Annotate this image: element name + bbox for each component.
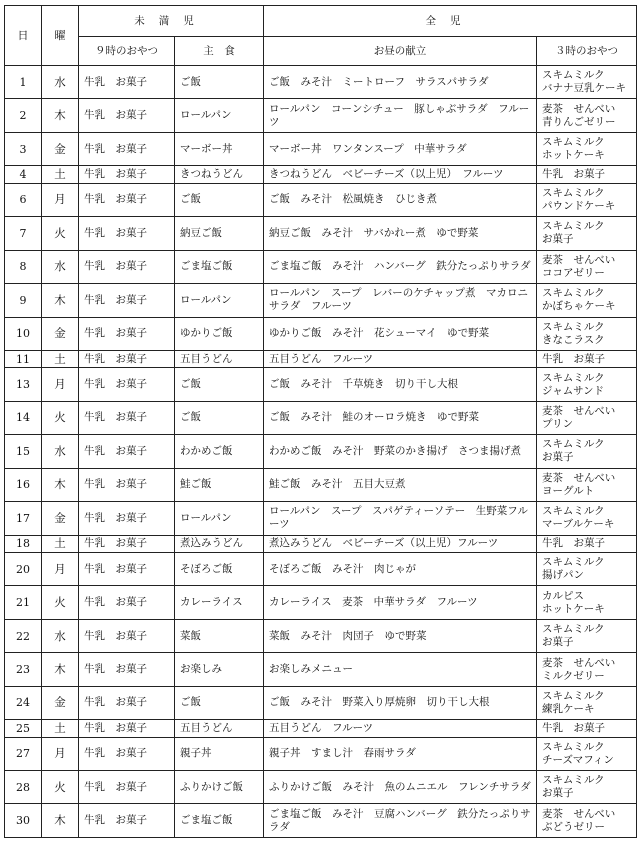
lunch-cell: 親子丼 すまし汁 春雨サラダ [264,737,537,770]
lunch-cell: ごま塩ご飯 みそ汁 豆腐ハンバーグ 鉄分たっぷりサラダ [264,804,537,838]
monthly-menu-table [4,5,637,838]
main-dish-cell: ロールパン [175,502,264,535]
am-snack-cell: 牛乳 お菓子 [79,166,175,183]
am-snack-cell: 牛乳 お菓子 [79,132,175,165]
pm-snack-cell: スキムミルク お菓子 [537,435,637,468]
header-day: 日 [5,6,42,66]
weekday-cell: 水 [42,619,79,652]
am-snack-cell: 牛乳 お菓子 [79,804,175,838]
am-snack-cell: 牛乳 お菓子 [79,619,175,652]
lunch-cell: お楽しみメニュー [264,653,537,686]
table-row [5,586,637,619]
am-snack-cell: 牛乳 お菓子 [79,317,175,350]
main-dish-cell: ふりかけご飯 [175,770,264,803]
main-dish-cell: マーボー丼 [175,132,264,165]
am-snack-cell: 牛乳 お菓子 [79,350,175,367]
lunch-cell: わかめご飯 みそ汁 野菜のかき揚げ さつま揚げ煮 [264,435,537,468]
pm-snack-cell: 麦茶 せんべい 青りんごゼリー [537,99,637,132]
weekday-cell: 金 [42,317,79,350]
am-snack-cell: 牛乳 お菓子 [79,99,175,132]
pm-snack-cell: スキムミルク 練乳ケーキ [537,686,637,719]
day-cell: 7 [5,217,42,250]
lunch-cell: 納豆ご飯 みそ汁 サバかれー煮 ゆで野菜 [264,217,537,250]
day-cell: 10 [5,317,42,350]
day-cell: 24 [5,686,42,719]
header-group-all: 全児 [264,6,637,37]
pm-snack-cell: スキムミルク ジャムサンド [537,368,637,401]
am-snack-cell: 牛乳 お菓子 [79,653,175,686]
pm-snack-cell: 麦茶 せんべい プリン [537,401,637,434]
pm-snack-cell: 牛乳 お菓子 [537,720,637,737]
weekday-cell: 火 [42,401,79,434]
lunch-cell: カレーライス 麦茶 中華サラダ フルーツ [264,586,537,619]
weekday-cell: 金 [42,132,79,165]
pm-snack-cell: 牛乳 お菓子 [537,350,637,367]
day-cell: 14 [5,401,42,434]
am-snack-cell: 牛乳 お菓子 [79,250,175,283]
day-cell: 1 [5,66,42,99]
day-cell: 25 [5,720,42,737]
am-snack-cell: 牛乳 お菓子 [79,535,175,552]
table-row [5,183,637,216]
am-snack-cell: 牛乳 お菓子 [79,217,175,250]
am-snack-cell: 牛乳 お菓子 [79,368,175,401]
pm-snack-cell: スキムミルク お菓子 [537,217,637,250]
day-cell: 15 [5,435,42,468]
am-snack-cell: 牛乳 お菓子 [79,468,175,501]
pm-snack-cell: スキムミルク チーズマフィン [537,737,637,770]
main-dish-cell: ご飯 [175,368,264,401]
lunch-cell: ロールパン スープ レバーのケチャップ煮 マカロニサラダ フルーツ [264,284,537,317]
day-cell: 2 [5,99,42,132]
day-cell: 8 [5,250,42,283]
day-cell: 13 [5,368,42,401]
main-dish-cell: ゆかりご飯 [175,317,264,350]
pm-snack-cell: スキムミルク かぼちゃケーキ [537,284,637,317]
table-row [5,435,637,468]
table-row [5,686,637,719]
main-dish-cell: 納豆ご飯 [175,217,264,250]
am-snack-cell: 牛乳 お菓子 [79,770,175,803]
lunch-cell: ロールパン コーンシチュー 豚しゃぶサラダ フルーツ [264,99,537,132]
pm-snack-cell: 麦茶 せんべい ヨーグルト [537,468,637,501]
pm-snack-cell: スキムミルク パウンドケーキ [537,183,637,216]
day-cell: 17 [5,502,42,535]
weekday-cell: 土 [42,166,79,183]
header-am-snack: ９時のおやつ [79,37,175,66]
lunch-cell: ごま塩ご飯 みそ汁 ハンバーグ 鉄分たっぷりサラダ [264,250,537,283]
main-dish-cell: ごま塩ご飯 [175,804,264,838]
am-snack-cell: 牛乳 お菓子 [79,686,175,719]
pm-snack-cell: 麦茶 せんべい ココアゼリー [537,250,637,283]
weekday-cell: 月 [42,737,79,770]
main-dish-cell: 菜飯 [175,619,264,652]
main-dish-cell: ごま塩ご飯 [175,250,264,283]
table-row [5,217,637,250]
table-row [5,368,637,401]
am-snack-cell: 牛乳 お菓子 [79,737,175,770]
lunch-cell: ご飯 みそ汁 千草焼き 切り干し大根 [264,368,537,401]
lunch-cell: 菜飯 みそ汁 肉団子 ゆで野菜 [264,619,537,652]
am-snack-cell: 牛乳 お菓子 [79,502,175,535]
main-dish-cell: ロールパン [175,284,264,317]
table-row [5,317,637,350]
table-row [5,401,637,434]
weekday-cell: 木 [42,468,79,501]
header-lunch: お昼の献立 [264,37,537,66]
table-row [5,284,637,317]
lunch-cell: 鮭ご飯 みそ汁 五目大豆煮 [264,468,537,501]
weekday-cell: 土 [42,350,79,367]
lunch-cell: ゆかりご飯 みそ汁 花シューマイ ゆで野菜 [264,317,537,350]
header-group-under: 未満児 [79,6,264,37]
weekday-cell: 月 [42,183,79,216]
weekday-cell: 火 [42,770,79,803]
am-snack-cell: 牛乳 お菓子 [79,66,175,99]
am-snack-cell: 牛乳 お菓子 [79,720,175,737]
weekday-cell: 土 [42,720,79,737]
am-snack-cell: 牛乳 お菓子 [79,435,175,468]
weekday-cell: 火 [42,217,79,250]
pm-snack-cell: スキムミルク バナナ豆乳ケーキ [537,66,637,99]
table-row [5,166,637,183]
day-cell: 4 [5,166,42,183]
pm-snack-cell: スキムミルク ホットケーキ [537,132,637,165]
table-row [5,770,637,803]
weekday-cell: 月 [42,552,79,585]
weekday-cell: 木 [42,653,79,686]
lunch-cell: 煮込みうどん ベビーチーズ（以上児）フルーツ [264,535,537,552]
table-row [5,804,637,838]
am-snack-cell: 牛乳 お菓子 [79,401,175,434]
main-dish-cell: 親子丼 [175,737,264,770]
day-cell: 9 [5,284,42,317]
main-dish-cell: カレーライス [175,586,264,619]
day-cell: 28 [5,770,42,803]
lunch-cell: ご飯 みそ汁 ミートローフ サラスパサラダ [264,66,537,99]
lunch-cell: マーボー丼 ワンタンスープ 中華サラダ [264,132,537,165]
day-cell: 22 [5,619,42,652]
main-dish-cell: 五目うどん [175,350,264,367]
main-dish-cell: 鮭ご飯 [175,468,264,501]
table-row [5,468,637,501]
table-row [5,66,637,99]
pm-snack-cell: 麦茶 せんべい ぶどうゼリー [537,804,637,838]
main-dish-cell: ロールパン [175,99,264,132]
table-row [5,99,637,132]
weekday-cell: 月 [42,368,79,401]
pm-snack-cell: 牛乳 お菓子 [537,535,637,552]
main-dish-cell: ご飯 [175,66,264,99]
day-cell: 20 [5,552,42,585]
weekday-cell: 火 [42,586,79,619]
weekday-cell: 水 [42,435,79,468]
lunch-cell: 五目うどん フルーツ [264,720,537,737]
main-dish-cell: 五目うどん [175,720,264,737]
weekday-cell: 水 [42,250,79,283]
header-pm-snack: ３時のおやつ [537,37,637,66]
main-dish-cell: ご飯 [175,686,264,719]
main-dish-cell: ご飯 [175,401,264,434]
table-row [5,720,637,737]
table-row [5,535,637,552]
day-cell: 6 [5,183,42,216]
lunch-cell: ふりかけご飯 みそ汁 魚のムニエル フレンチサラダ [264,770,537,803]
day-cell: 21 [5,586,42,619]
am-snack-cell: 牛乳 お菓子 [79,552,175,585]
lunch-cell: そぼろご飯 みそ汁 肉じゃが [264,552,537,585]
weekday-cell: 金 [42,502,79,535]
day-cell: 27 [5,737,42,770]
pm-snack-cell: スキムミルク きなこラスク [537,317,637,350]
table-row [5,250,637,283]
day-cell: 16 [5,468,42,501]
table-row [5,552,637,585]
lunch-cell: 五目うどん フルーツ [264,350,537,367]
am-snack-cell: 牛乳 お菓子 [79,183,175,216]
table-header [5,6,637,66]
pm-snack-cell: スキムミルク マーブルケーキ [537,502,637,535]
table-row [5,653,637,686]
lunch-cell: ロールパン スープ スパゲティーソテー 生野菜フルーツ [264,502,537,535]
weekday-cell: 水 [42,66,79,99]
pm-snack-cell: スキムミルク お菓子 [537,619,637,652]
table-row [5,619,637,652]
table-body [5,66,637,838]
main-dish-cell: お楽しみ [175,653,264,686]
pm-snack-cell: カルピス ホットケーキ [537,586,637,619]
main-dish-cell: わかめご飯 [175,435,264,468]
pm-snack-cell: スキムミルク お菓子 [537,770,637,803]
main-dish-cell: きつねうどん [175,166,264,183]
table-row [5,502,637,535]
table-row [5,350,637,367]
table-row [5,132,637,165]
am-snack-cell: 牛乳 お菓子 [79,284,175,317]
header-main-dish: 主 食 [175,37,264,66]
lunch-cell: きつねうどん ベビーチーズ（以上児） フルーツ [264,166,537,183]
weekday-cell: 土 [42,535,79,552]
main-dish-cell: ご飯 [175,183,264,216]
weekday-cell: 木 [42,804,79,838]
lunch-cell: ご飯 みそ汁 鮭のオーロラ焼き ゆで野菜 [264,401,537,434]
pm-snack-cell: スキムミルク 揚げパン [537,552,637,585]
weekday-cell: 木 [42,99,79,132]
table-row [5,737,637,770]
main-dish-cell: そぼろご飯 [175,552,264,585]
day-cell: 11 [5,350,42,367]
am-snack-cell: 牛乳 お菓子 [79,586,175,619]
day-cell: 30 [5,804,42,838]
day-cell: 3 [5,132,42,165]
pm-snack-cell: 牛乳 お菓子 [537,166,637,183]
day-cell: 23 [5,653,42,686]
main-dish-cell: 煮込みうどん [175,535,264,552]
header-weekday: 曜 [42,6,79,66]
weekday-cell: 木 [42,284,79,317]
pm-snack-cell: 麦茶 せんべい ミルクゼリー [537,653,637,686]
day-cell: 18 [5,535,42,552]
lunch-cell: ご飯 みそ汁 野菜入り厚焼卵 切り干し大根 [264,686,537,719]
lunch-cell: ご飯 みそ汁 松風焼き ひじき煮 [264,183,537,216]
weekday-cell: 金 [42,686,79,719]
